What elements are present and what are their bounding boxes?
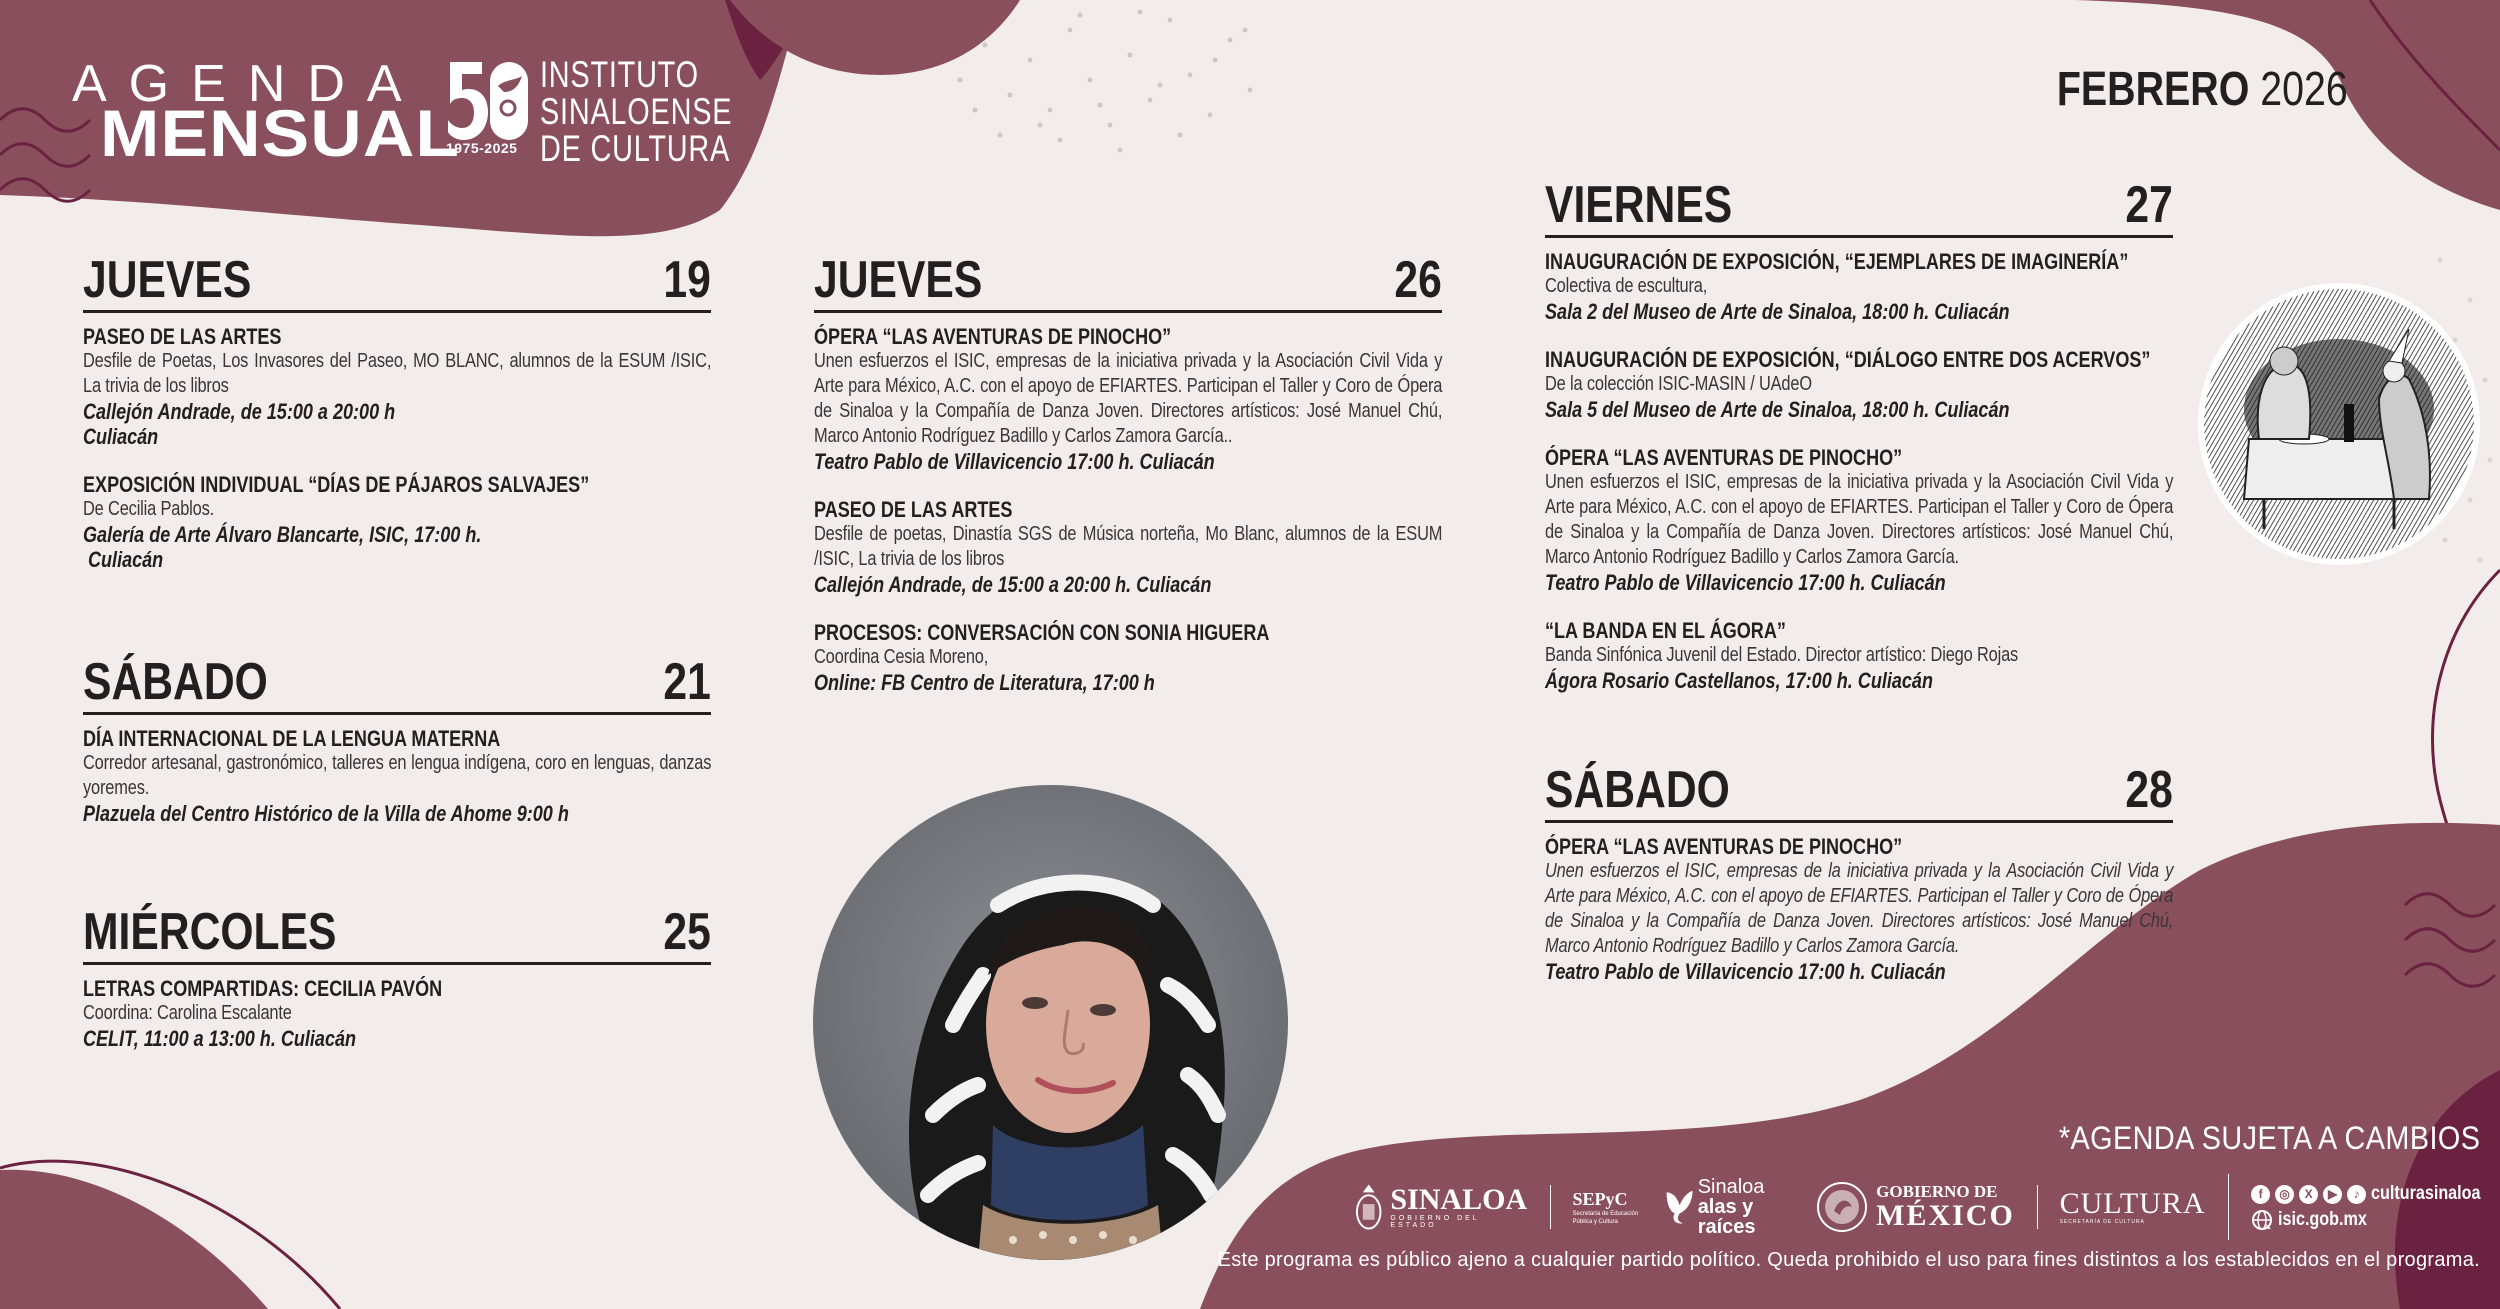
day-name: SÁBADO (1545, 761, 1730, 819)
event-item (83, 727, 711, 826)
event-description: Corredor artesanal, gastronómico, talleres en lengua indígena, coro en lenguas, danzas yoremes. (83, 752, 712, 799)
logo-divider (1550, 1185, 1551, 1229)
mexico-seal-icon (1816, 1181, 1868, 1233)
anniversary-50-icon (446, 58, 532, 144)
sepyc-sub-label: Secretaría de Educación Pública y Cultura (1572, 1210, 1639, 1225)
institute-line-3: DE CULTURA (540, 128, 731, 169)
event-title: DÍA INTERNACIONAL DE LA LENGUA MATERNA (83, 726, 501, 751)
event-place: Ágora Rosario Castellanos, 17:00 h. Culiacán (1545, 668, 1933, 693)
institute-line-2: SINALOENSE (540, 91, 733, 132)
tiktok-icon[interactable]: ♪ (2347, 1185, 2366, 1204)
event-description: Coordina Cesia Moreno, (814, 646, 989, 668)
month-label: FEBRERO (2057, 63, 2250, 116)
institute-name (540, 56, 732, 167)
event-place: Plazuela del Centro Histórico de la Villa de Ahome 9:00 h (83, 801, 569, 826)
sinaloa-shield-icon (1355, 1182, 1382, 1232)
social-row (2251, 1183, 2500, 1205)
event-place: Callejón Andrade, de 15:00 a 20:00 h. Culiacán (814, 572, 1212, 597)
globe-icon (2251, 1209, 2273, 1231)
day-header (1545, 760, 2173, 823)
cultura-logo (2060, 1189, 2206, 1225)
day-section-viernes-27 (1545, 175, 2173, 717)
bird-icon (1665, 1185, 1694, 1229)
day-header (83, 902, 711, 965)
sinaloa-sub-label: GOBIERNO DEL ESTADO (1390, 1215, 1480, 1229)
event-title: PASEO DE LAS ARTES (83, 324, 282, 349)
agenda-title: AGENDA (72, 55, 424, 113)
youtube-icon[interactable]: ▶ (2323, 1185, 2342, 1204)
event-description: Unen esfuerzos el ISIC, empresas de la iniciativa privada y la Asociación Civil Vida y Arte para México, A.C. con el apoyo de EFIARTES. Participan el Taller y Coro de Ópera de Sinaloa y la Compañía de Danza Joven. Directores artísticos: José Manuel Chú, Marco Antonio Rodríguez Badillo y Carlos Zamora García.. (814, 350, 1443, 447)
event-item (1545, 348, 2173, 422)
event-place: Callejón Andrade, de 15:00 a 20:00 h (83, 399, 396, 424)
event-city: Culiacán (83, 547, 164, 572)
event-title: “LA BANDA EN EL ÁGORA” (1545, 618, 1786, 643)
event-description: De Cecilia Pablos. (83, 498, 215, 520)
event-place: Teatro Pablo de Villavicencio 17:00 h. Culiacán (1545, 959, 1946, 984)
event-title: PROCESOS: CONVERSACIÓN CON SONIA HIGUERA (814, 620, 1270, 645)
day-section-jueves-26 (814, 250, 1442, 719)
alas-line-2: alas y raíces (1697, 1196, 1756, 1238)
social-handle[interactable]: culturasinaloa (2371, 1183, 2481, 1204)
year-label: 2026 (2260, 63, 2348, 116)
alas-line-1: Sinaloa (1697, 1176, 1765, 1198)
sinaloa-alas-logo (1665, 1177, 1795, 1237)
event-place: Teatro Pablo de Villavicencio 17:00 h. Culiacán (814, 449, 1215, 474)
sepyc-logo (1573, 1189, 1643, 1226)
day-name: VIERNES (1545, 176, 1733, 234)
event-item (83, 325, 711, 449)
event-place: Sala 2 del Museo de Arte de Sinaloa, 18:00 h. Culiacán (1545, 299, 2010, 324)
event-description: Colectiva de escultura, (1545, 275, 1708, 297)
event-place: Sala 5 del Museo de Arte de Sinaloa, 18:00 h. Culiacán (1545, 397, 2010, 422)
event-title: PASEO DE LAS ARTES (814, 497, 1013, 522)
day-number: 21 (663, 653, 711, 711)
day-number: 25 (663, 903, 711, 961)
gob-line-2: MÉXICO (1876, 1199, 2015, 1232)
logo-divider (2037, 1185, 2038, 1229)
sinaloa-label: SINALOA (1390, 1183, 1528, 1216)
event-place: CELIT, 11:00 a 13:00 h. Culiacán (83, 1026, 357, 1051)
day-header (1545, 175, 2173, 238)
sinaloa-government-logo (1355, 1182, 1528, 1232)
day-number: 19 (663, 251, 711, 309)
website-link[interactable]: isic.gob.mx (2278, 1209, 2368, 1230)
day-name: SÁBADO (83, 653, 268, 711)
day-name: JUEVES (814, 251, 983, 309)
event-description: Unen esfuerzos el ISIC, empresas de la iniciativa privada y la Asociación Civil Vida y Arte para México, A.C. con el apoyo de EFIARTES. Participan el Taller y Coro de Ópera de Sinaloa y la Compañía de Danza Joven. Directores artísticos: José Manuel Chú, Marco Antonio Rodríguez Badillo y Carlos Zamora García. (1545, 471, 2174, 568)
gob-line-1: GOBIERNO DE (1876, 1182, 1998, 1201)
x-icon[interactable]: X (2299, 1185, 2318, 1204)
event-item (1545, 446, 2173, 595)
logo-divider (2228, 1174, 2230, 1240)
anniversary-years: 1975-2025 (446, 140, 518, 156)
social-links (2251, 1183, 2500, 1231)
institute-line-1: INSTITUTO (540, 54, 699, 95)
event-title: INAUGURACIÓN DE EXPOSICIÓN, “EJEMPLARES DE IMAGINERÍA” (1545, 249, 2129, 274)
day-header (814, 250, 1442, 313)
event-item (1545, 619, 2173, 693)
day-number: 27 (2125, 176, 2173, 234)
cultura-label: CULTURA (2059, 1187, 2206, 1220)
event-title: ÓPERA “LAS AVENTURAS DE PINOCHO” (1545, 445, 1903, 470)
event-item (83, 977, 711, 1051)
schedule-change-notice: *AGENDA SUJETA A CAMBIOS (2058, 1120, 2480, 1156)
event-item (1545, 835, 2173, 984)
sepyc-label: SEPyC (1572, 1188, 1628, 1209)
event-title: LETRAS COMPARTIDAS: CECILIA PAVÓN (83, 976, 443, 1001)
event-place: Online: FB Centro de Literatura, 17:00 h (814, 670, 1155, 695)
day-section-sabado-21 (83, 652, 711, 850)
bottom-left-blob (0, 1170, 268, 1309)
event-item (814, 325, 1442, 474)
dot-texture (958, 10, 1253, 153)
pinocchio-engraving (2198, 283, 2480, 565)
event-description: Coordina: Carolina Escalante (83, 1002, 292, 1024)
event-description: Banda Sinfónica Juvenil del Estado. Director artístico: Diego Rojas (1545, 644, 2019, 666)
gobierno-mexico-logo (1816, 1181, 2015, 1233)
facebook-icon[interactable]: f (2251, 1185, 2270, 1204)
event-description: Desfile de Poetas, Los Invasores del Paseo, MO BLANC, alumnos de la ESUM /ISIC, La trivia de los libros (83, 350, 712, 397)
day-name: JUEVES (83, 251, 252, 309)
day-header (83, 652, 711, 715)
event-item (814, 498, 1442, 597)
day-section-jueves-19 (83, 250, 711, 596)
event-title: ÓPERA “LAS AVENTURAS DE PINOCHO” (1545, 834, 1903, 859)
portrait-photo (813, 785, 1288, 1260)
event-description: De la colección ISIC-MASIN / UAdeO (1545, 373, 1812, 395)
event-place: Teatro Pablo de Villavicencio 17:00 h. Culiacán (1545, 570, 1946, 595)
event-item (814, 621, 1442, 695)
day-name: MIÉRCOLES (83, 903, 337, 961)
mensual-title: MENSUAL (100, 96, 460, 170)
website-row (2251, 1209, 2500, 1231)
instagram-icon[interactable]: ◎ (2275, 1185, 2294, 1204)
legal-disclaimer: Este programa es público ajeno a cualquier partido político. Queda prohibido el uso para fines distintos a los establecidos en el programa. (1217, 1249, 2480, 1271)
sponsor-logos (1355, 1172, 2500, 1242)
day-section-sabado-28 (1545, 760, 2173, 1008)
event-item (83, 473, 711, 572)
event-place: Galería de Arte Álvaro Blancarte, ISIC, 17:00 h. (83, 522, 482, 547)
portrait-illustration (813, 785, 1288, 1260)
event-title: EXPOSICIÓN INDIVIDUAL “DÍAS DE PÁJAROS SALVAJES” (83, 472, 590, 497)
event-title: ÓPERA “LAS AVENTURAS DE PINOCHO” (814, 324, 1172, 349)
event-city: Culiacán (83, 424, 159, 449)
engraving-illustration (2204, 289, 2474, 559)
day-number: 26 (1394, 251, 1442, 309)
day-header (83, 250, 711, 313)
event-description: Desfile de poetas, Dinastía SGS de Música norteña, Mo Blanc, alumnos de la ESUM /ISIC, La trivia de los libros (814, 523, 1443, 570)
event-description: Unen esfuerzos el ISIC, empresas de la iniciativa privada y la Asociación Civil Vida y Arte para México, A.C. con el apoyo de EFIARTES. Participan el Taller y Coro de Ópera de Sinaloa y la Compañía de Danza Joven. Directores artísticos: José Manuel Chú, Marco Antonio Rodríguez Badillo y Carlos Zamora García. (1545, 860, 2174, 957)
event-item (1545, 250, 2173, 324)
cultura-sub-label: SECRETARÍA DE CULTURA (2059, 1219, 2145, 1225)
day-section-miercoles-25 (83, 902, 711, 1075)
day-number: 28 (2125, 761, 2173, 819)
event-title: INAUGURACIÓN DE EXPOSICIÓN, “DIÁLOGO ENTRE DOS ACERVOS” (1545, 347, 2151, 372)
month-year-title (2057, 63, 2348, 116)
